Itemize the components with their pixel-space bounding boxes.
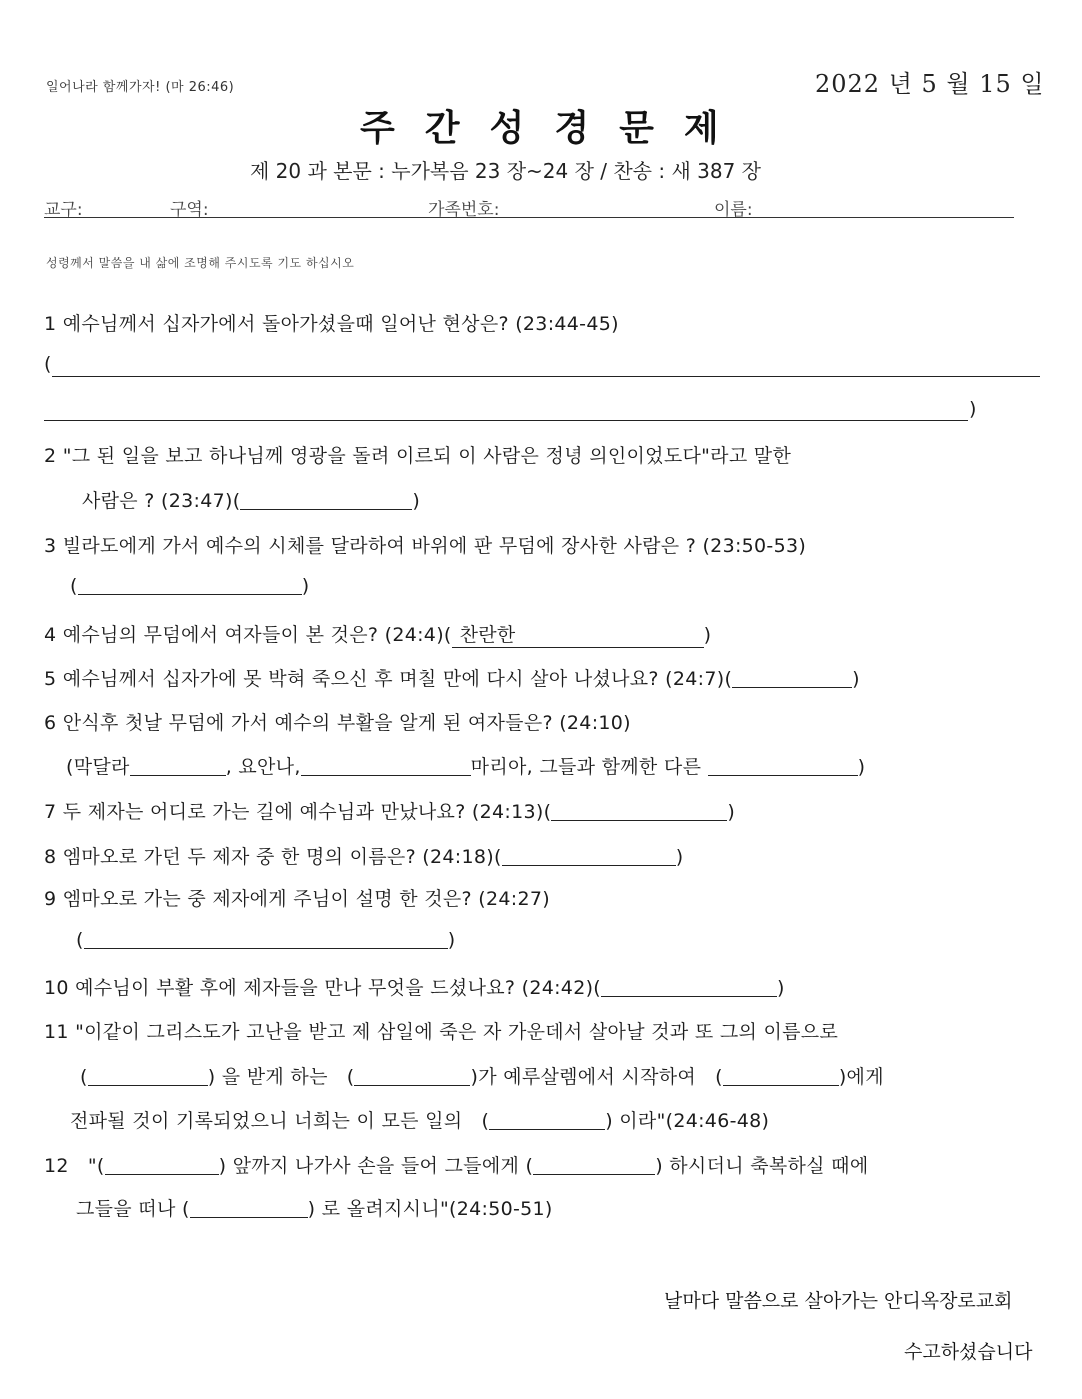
family-number-label: 가족번호: — [428, 200, 500, 220]
question-3-answer — [70, 575, 309, 597]
q8-close-paren: ) — [675, 846, 684, 868]
q6-answer-blank-2[interactable] — [301, 757, 471, 776]
q6-close-paren: ) — [857, 756, 866, 778]
q4-prompt: 4 예수님의 무덤에서 여자들이 본 것은? (24:4)( — [44, 624, 452, 646]
q4-close-paren: ) — [703, 624, 712, 646]
q6-part-c: 마리아, 그들과 함께한 다른 — [470, 756, 702, 778]
question-2: 2 "그 된 일을 보고 하나님께 영광을 돌려 이르되 이 사람은 정녕 의인이었도다"라고 말한 — [44, 445, 792, 467]
question-11: 11 "이같이 그리스도가 고난을 받고 제 삼일에 죽은 자 가운데서 살아날 것과 또 그의 이름으로 — [44, 1021, 839, 1043]
q8-prompt: 8 엠마오로 가던 두 제자 중 한 명의 이름은? (24:18)( — [44, 846, 502, 868]
q11-answer-blank-3[interactable] — [723, 1067, 839, 1086]
question-7 — [44, 797, 735, 824]
q12-text-3: 그들을 떠나 ( — [76, 1198, 190, 1220]
question-1: 1 예수님께서 십자가에서 돌아가셨을때 일어난 현상은? (23:44-45) — [44, 313, 619, 335]
question-9-answer — [76, 929, 455, 951]
q5-answer-blank[interactable] — [732, 669, 852, 688]
q12-text-1: ) 앞까지 나가사 손을 들어 그들에게 ( — [218, 1155, 534, 1177]
prayer-instruction: 성령께서 말씀을 내 삶에 조명해 주시도록 기도 하십시오 — [46, 256, 355, 270]
worksheet-date: 2022 년 5 월 15 일 — [815, 70, 1045, 98]
question-9: 9 엠마오로 가는 중 제자에게 주님이 설명 한 것은? (24:27) — [44, 888, 550, 910]
q11-open-2: ( — [346, 1066, 355, 1088]
question-4 — [44, 620, 711, 648]
lesson-subtitle: 제 20 과 본문 : 누가복음 23 장~24 장 / 찬송 : 새 387 장 — [250, 159, 761, 183]
q5-close-paren: ) — [852, 668, 860, 690]
q9-open-paren: ( — [76, 929, 84, 951]
q3-close-paren: ) — [301, 575, 310, 597]
q8-answer-blank[interactable] — [502, 847, 676, 866]
question-2-continued — [82, 486, 420, 513]
q9-answer-blank[interactable] — [84, 930, 448, 949]
q12-text-4: ) 로 올려지시니"(24:50-51) — [307, 1198, 553, 1220]
q6-part-b: , 요안나, — [225, 756, 301, 778]
question-12-line-2 — [76, 1194, 553, 1221]
question-12 — [44, 1151, 868, 1178]
q1-answer-line-2[interactable] — [44, 402, 968, 421]
question-8 — [44, 842, 683, 869]
q3-open-paren: ( — [70, 575, 78, 597]
question-5 — [44, 664, 860, 691]
q11-text-2: )가 예루살렘에서 시작하여 — [470, 1066, 697, 1088]
q11-answer-blank-4[interactable] — [489, 1111, 605, 1130]
q11-text-5: ) 이라"(24:46-48) — [605, 1110, 770, 1132]
q12-answer-blank-2[interactable] — [533, 1156, 655, 1175]
q11-answer-blank-2[interactable] — [354, 1067, 470, 1086]
q2-answer-blank[interactable] — [240, 491, 412, 510]
q11-text-3: )에게 — [838, 1066, 884, 1088]
worksheet-title: 주간성경문제 — [360, 108, 749, 149]
district-label: 교구: — [44, 200, 83, 220]
q6-answer-blank-1[interactable] — [130, 757, 226, 776]
q11-open-3: ( — [715, 1066, 723, 1088]
q11-open-4: ( — [481, 1110, 490, 1132]
question-10 — [44, 973, 785, 1000]
zone-label: 구역: — [170, 200, 209, 220]
motto-verse: 일어나라 함께가자! (마 26:46) — [46, 80, 235, 95]
q1-close-paren: ) — [969, 398, 977, 420]
q12-answer-blank-1[interactable] — [105, 1156, 219, 1175]
q12-answer-blank-3[interactable] — [190, 1199, 308, 1218]
question-11-line-3 — [70, 1106, 769, 1133]
q11-answer-blank-1[interactable] — [88, 1067, 208, 1086]
q12-text-2: ) 하시더니 축복하실 때에 — [655, 1155, 869, 1177]
q11-text-4: 전파될 것이 기록되었으니 너희는 이 모든 일의 — [70, 1110, 463, 1132]
question-6-answers — [66, 752, 865, 779]
member-info-row — [44, 195, 1014, 218]
q10-close-paren: ) — [777, 977, 785, 999]
q10-prompt: 10 예수님이 부활 후에 제자들을 만나 무엇을 드셨나요? (24:42)( — [44, 977, 602, 999]
q6-answer-blank-3[interactable] — [708, 757, 858, 776]
q9-close-paren: ) — [447, 929, 456, 951]
q12-number: 12 — [44, 1155, 69, 1177]
q4-answer-blank[interactable] — [452, 620, 704, 648]
question-6: 6 안식후 첫날 무덤에 가서 예수의 부활을 알게 된 여자들은? (24:10) — [44, 712, 631, 734]
q1-answer-line-1[interactable] — [52, 358, 1040, 377]
church-footer: 날마다 말씀으로 살아가는 안디옥장로교회 — [664, 1290, 1013, 1312]
q3-answer-blank[interactable] — [78, 576, 302, 595]
q11-open-1: ( — [80, 1066, 88, 1088]
q5-prompt: 5 예수님께서 십자가에 못 박혀 죽으신 후 며칠 만에 다시 살아 나셨나요? (24:7)( — [44, 668, 733, 690]
question-3: 3 빌라도에게 가서 예수의 시체를 달라하여 바위에 판 무덤에 장사한 사람은 ? (23:50-53) — [44, 535, 807, 557]
thanks-footer: 수고하셨습니다 — [904, 1341, 1033, 1363]
q6-part-a: (막달라 — [66, 756, 130, 778]
q7-answer-blank[interactable] — [551, 802, 727, 821]
q7-close-paren: ) — [727, 801, 736, 823]
q10-answer-blank[interactable] — [601, 978, 777, 997]
q12-open-1: "( — [87, 1155, 105, 1177]
question-11-line-2 — [80, 1062, 884, 1089]
q2-prompt: 사람은 ? (23:47)( — [82, 490, 241, 512]
q4-handwritten-answer: 찬란한 — [459, 624, 516, 646]
q7-prompt: 7 두 제자는 어디로 가는 길에 예수님과 만났나요? (24:13)( — [44, 801, 552, 823]
q1-open-paren: ( — [44, 353, 52, 375]
q11-text-1: ) 을 받게 하는 — [207, 1066, 328, 1088]
name-label: 이름: — [714, 200, 753, 220]
q2-close-paren: ) — [412, 490, 421, 512]
